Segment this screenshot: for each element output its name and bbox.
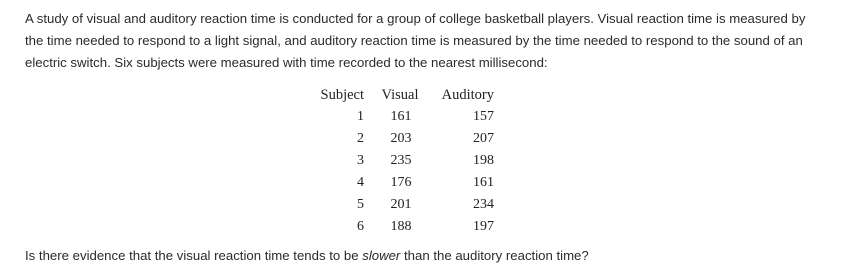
table-row	[317, 216, 494, 238]
visual-cell: 161	[390, 109, 412, 124]
question-text	[25, 245, 589, 267]
subject-cell: 2	[357, 131, 364, 146]
question-text-start: Is there evidence that the visual reaction time tends to be	[25, 248, 363, 263]
question-text-end: than the auditory reaction time?	[400, 248, 589, 263]
subject-cell: 6	[357, 219, 364, 234]
question-emphasis: slower	[362, 248, 401, 263]
subject-cell: 4	[357, 175, 364, 190]
subject-cell: 3	[357, 153, 364, 168]
column-header-visual: Visual	[381, 87, 419, 103]
table-row	[317, 128, 494, 150]
problem-statement	[25, 8, 825, 74]
problem-statement-line-1: A study of visual and auditory reaction time is conducted for a group of college basketball players. Visual reaction time is measured by	[25, 11, 806, 26]
table-row	[317, 150, 494, 172]
auditory-cell: 197	[473, 219, 494, 234]
auditory-cell: 157	[473, 109, 494, 124]
reaction-time-table-container	[317, 84, 494, 238]
visual-cell: 176	[390, 175, 412, 190]
auditory-cell: 207	[473, 131, 494, 146]
table-row	[317, 172, 494, 194]
table-row	[317, 106, 494, 128]
table-header-row	[317, 84, 494, 106]
visual-cell: 188	[390, 219, 412, 234]
subject-cell: 5	[357, 197, 364, 212]
visual-cell: 201	[390, 197, 412, 212]
reaction-time-table	[317, 84, 494, 238]
table-row	[317, 194, 494, 216]
auditory-cell: 198	[473, 153, 494, 168]
auditory-cell: 161	[473, 175, 494, 190]
visual-cell: 235	[390, 153, 412, 168]
subject-cell: 1	[357, 109, 364, 124]
visual-cell: 203	[390, 131, 412, 146]
problem-statement-line-2: the time needed to respond to a light signal, and auditory reaction time is measured by the time needed to respond to the sound of an	[25, 33, 803, 48]
auditory-cell: 234	[473, 197, 494, 212]
problem-statement-line-3: electric switch. Six subjects were measured with time recorded to the nearest millisecond:	[25, 55, 548, 70]
column-header-subject: Subject	[320, 87, 364, 103]
column-header-auditory: Auditory	[441, 87, 494, 103]
